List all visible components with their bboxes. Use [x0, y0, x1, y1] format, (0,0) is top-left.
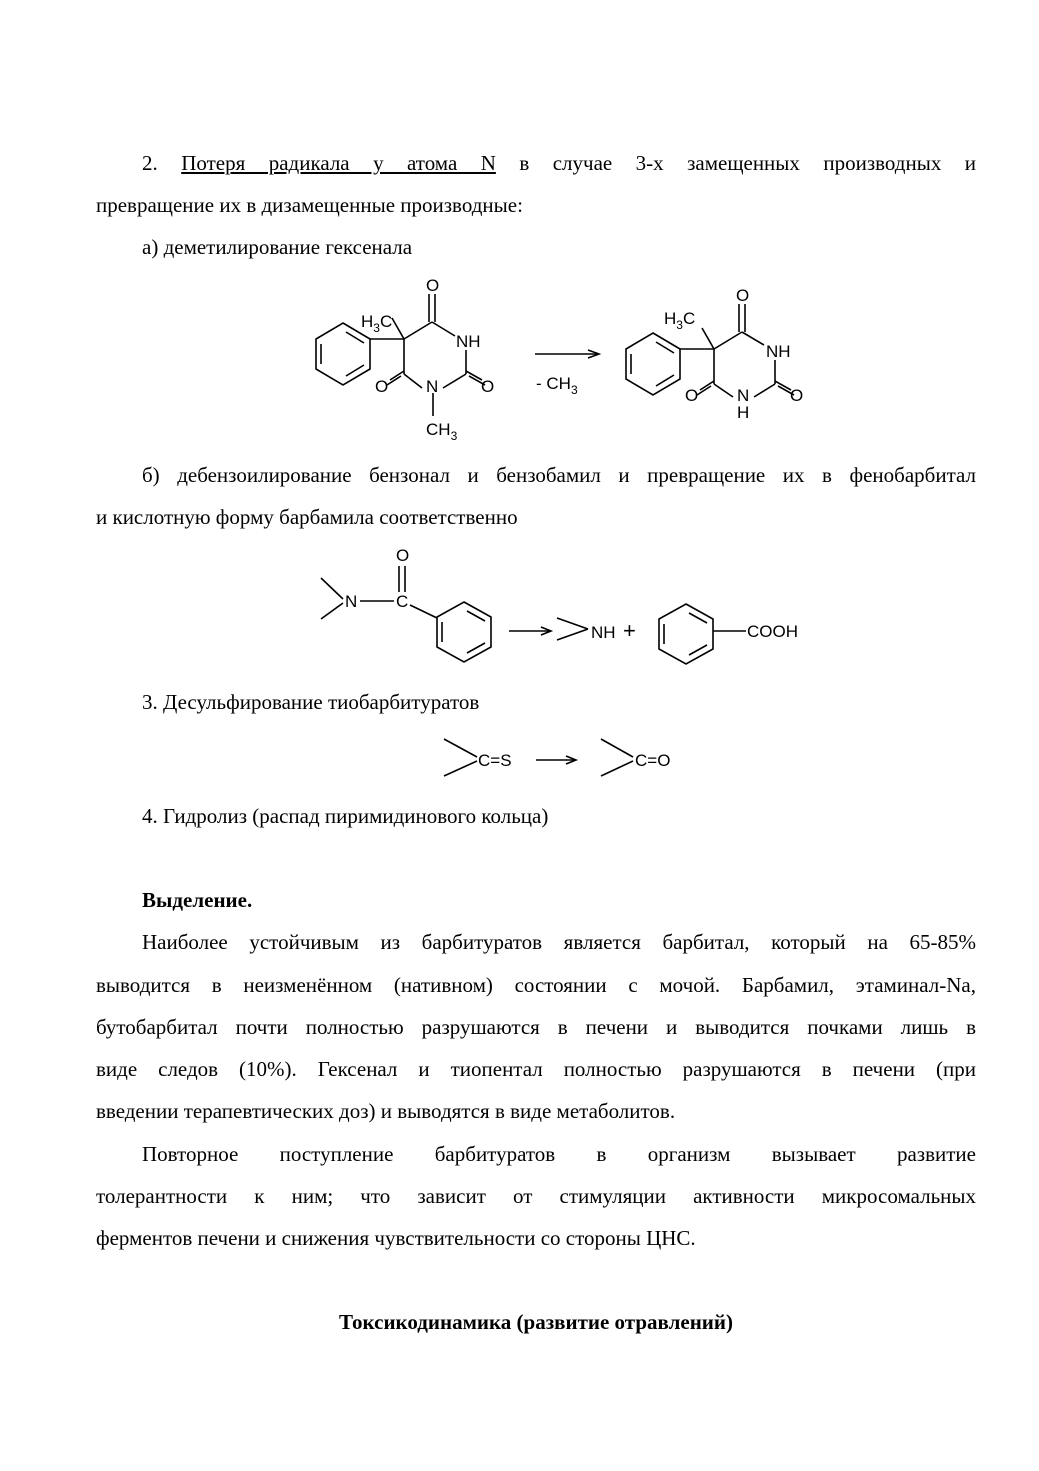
chem-nh-label: NH [766, 342, 791, 361]
chem-o-label: O [375, 377, 389, 396]
reaction-3-scheme [0, 735, 1039, 785]
h3c-c: C [682, 309, 696, 328]
ch3-ch: CH [426, 420, 451, 439]
chem-n-label: N [345, 592, 358, 611]
section-3-title: 3. Десульфирование тиобарбитуратов [142, 690, 480, 714]
para1-line-3: бутобарбитал почти полностью разрушаются в печени и выводится почками лишь в [96, 1015, 976, 1039]
chem-n-label: N [737, 386, 750, 405]
section-b-line-2: и кислотную форму барбамила соответственно [96, 505, 518, 529]
chem-c-label: C [396, 592, 409, 611]
chem-o-label: O [790, 386, 804, 405]
section-b-line-1: б) дебензоилирование бензонал и бензобамил и превращение их в фенобарбитал [142, 463, 976, 487]
reaction-b-scheme [0, 540, 1039, 670]
minus-ch3-sub: 3 [570, 383, 578, 397]
chem-nh-label: NH [456, 332, 481, 351]
section-2-number: 2. [142, 151, 158, 175]
chem-o-label: O [736, 286, 750, 305]
section-4-title: 4. Гидролиз (распад пиримидинового кольца) [142, 804, 549, 828]
h3c-sub: 3 [676, 318, 683, 332]
h3c-c: C [379, 312, 393, 331]
para2-line-1: Повторное поступление барбитуратов в организм вызывает развитие [142, 1142, 976, 1166]
ch3-sub: 3 [450, 429, 458, 443]
co-label: C=O [635, 751, 671, 770]
para1-line-5: введении терапевтических доз) и выводятся в виде метаболитов. [96, 1099, 676, 1123]
chem-o-label: O [426, 276, 440, 295]
chem-h-label: H [737, 403, 750, 422]
section-2-line-1-rest: в случае 3-х замещенных производных и [519, 151, 977, 175]
h3c-h: H [664, 309, 677, 328]
section-2-line-1 [96, 142, 976, 184]
para2-line-3: ферментов печени и снижения чувствительности со стороны ЦНС. [96, 1226, 696, 1250]
chem-n-label: N [426, 377, 439, 396]
chem-o-label: O [396, 546, 410, 565]
h3c-h: H [361, 312, 374, 331]
para1-line-4: виде следов (10%). Гексенал и тиопентал полностью разрушаются в печени (при [96, 1057, 976, 1081]
ch3-label [426, 420, 458, 443]
h3c-label-2 [664, 309, 695, 332]
section-a-title: а) деметилирование гексенала [142, 235, 413, 259]
heading-toxicodynamics: Токсикодинамика (развитие отравлений) [338, 1310, 733, 1334]
chem-o-label: O [481, 377, 495, 396]
minus-ch3-label [536, 374, 578, 397]
h3c-label [361, 312, 392, 335]
cs-label: C=S [478, 751, 512, 770]
heading-isolation: Выделение. [142, 888, 253, 912]
chem-nh-label: NH [591, 623, 616, 642]
section-2-line-2: превращение их в дизамещенные производные: [96, 193, 523, 217]
para2-line-2: толерантности к ним; что зависит от стимуляции активности микросомальных [96, 1184, 976, 1208]
cooh-label: COOH [747, 622, 798, 641]
plus-sign: + [623, 618, 636, 643]
chem-o-label: O [685, 386, 699, 405]
h3c-sub: 3 [373, 321, 380, 335]
section-2-underlined-title: Потеря радикала у атома N [181, 151, 496, 175]
reaction-a-scheme [0, 270, 1039, 450]
para1-line-2: выводится в неизменённом (нативном) состоянии с мочой. Барбамил, этаминал-Na, [96, 973, 976, 997]
minus-ch3-text: - CH [536, 374, 571, 393]
para1-line-1: Наиболее устойчивым из барбитуратов является барбитал, который на 65-85% [142, 930, 976, 954]
